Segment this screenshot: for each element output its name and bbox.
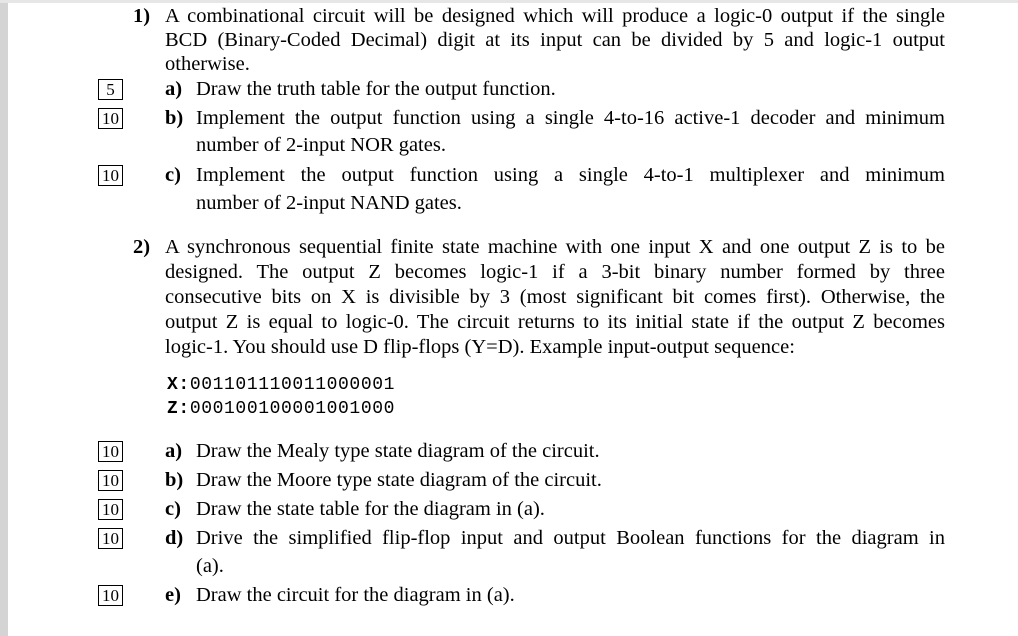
sequence-z-label: Z: [167,399,190,419]
q2e-text: Draw the circuit for the diagram in (a). [196,584,515,606]
q1b-text-line-1: Implement the output function using a single 4-to-16 active-1 decoder and minimum [196,107,945,129]
q1a-text: Draw the truth table for the output function. [196,78,556,100]
q2a-text: Draw the Mealy type state diagram of the circuit. [196,440,600,462]
q1-text-line-3: otherwise. [165,53,250,75]
q1c-text-line-2: number of 2-input NAND gates. [196,192,462,214]
q2d-text-line-1: Drive the simplified flip-flop input and output Boolean functions for the diagram in [196,527,945,549]
q2-text-line-2: designed. The output Z becomes logic-1 if a 3-bit binary number formed by three [165,261,945,283]
q1-text-line-1: A combinational circuit will be designed which will produce a logic-0 output if the single [165,5,945,27]
sequence-x-row [167,374,395,396]
q2d-text-line-2: (a). [196,555,224,577]
q1b-label: b) [165,107,184,129]
sequence-x-label: X: [167,375,190,395]
points-box-q2b: 10 [98,470,123,491]
q2d-label: d) [165,527,184,549]
q2c-text: Draw the state table for the diagram in (a). [196,498,545,520]
q2a-label: a) [165,440,183,462]
q1c-text-line-1: Implement the output function using a single 4-to-1 multiplexer and minimum [196,164,945,186]
sequence-z-value: 000100100001001000 [189,399,396,419]
q2c-label: c) [165,498,181,520]
sequence-z-row [167,398,395,420]
points-box-q2c: 10 [98,499,123,520]
q2b-label: b) [165,469,184,491]
left-gutter [0,0,8,636]
q2b-text: Draw the Moore type state diagram of the circuit. [196,469,602,491]
q2-text-line-1: A synchronous sequential finite state machine with one input X and one output Z is to be [165,236,945,258]
q2-text-line-5: logic-1. You should use D flip-flops (Y=D). Example input-output sequence: [165,336,795,358]
sequence-x-value: 001101110011000001 [189,375,396,395]
q2-text-line-4: output Z is equal to logic-0. The circuit returns to its initial state if the output Z becomes [165,311,945,333]
points-box-q1a: 5 [98,79,123,100]
q2-number: 2) [133,236,151,258]
page-top-edge [0,0,1018,3]
points-box-q2a: 10 [98,441,123,462]
points-box-q1b: 10 [98,108,123,129]
q1b-text-line-2: number of 2-input NOR gates. [196,134,446,156]
q2-text-line-3: consecutive bits on X is divisible by 3 (most significant bit comes first). Otherwise, the [165,286,945,308]
points-box-q1c: 10 [98,165,123,186]
q1-number: 1) [133,5,151,27]
q2e-label: e) [165,584,181,606]
q1a-label: a) [165,78,183,100]
points-box-q2d: 10 [98,528,123,549]
q1-text-line-2: BCD (Binary-Coded Decimal) digit at its input can be divided by 5 and logic-1 output [165,29,945,51]
points-box-q2e: 10 [98,585,123,606]
q1c-label: c) [165,164,181,186]
